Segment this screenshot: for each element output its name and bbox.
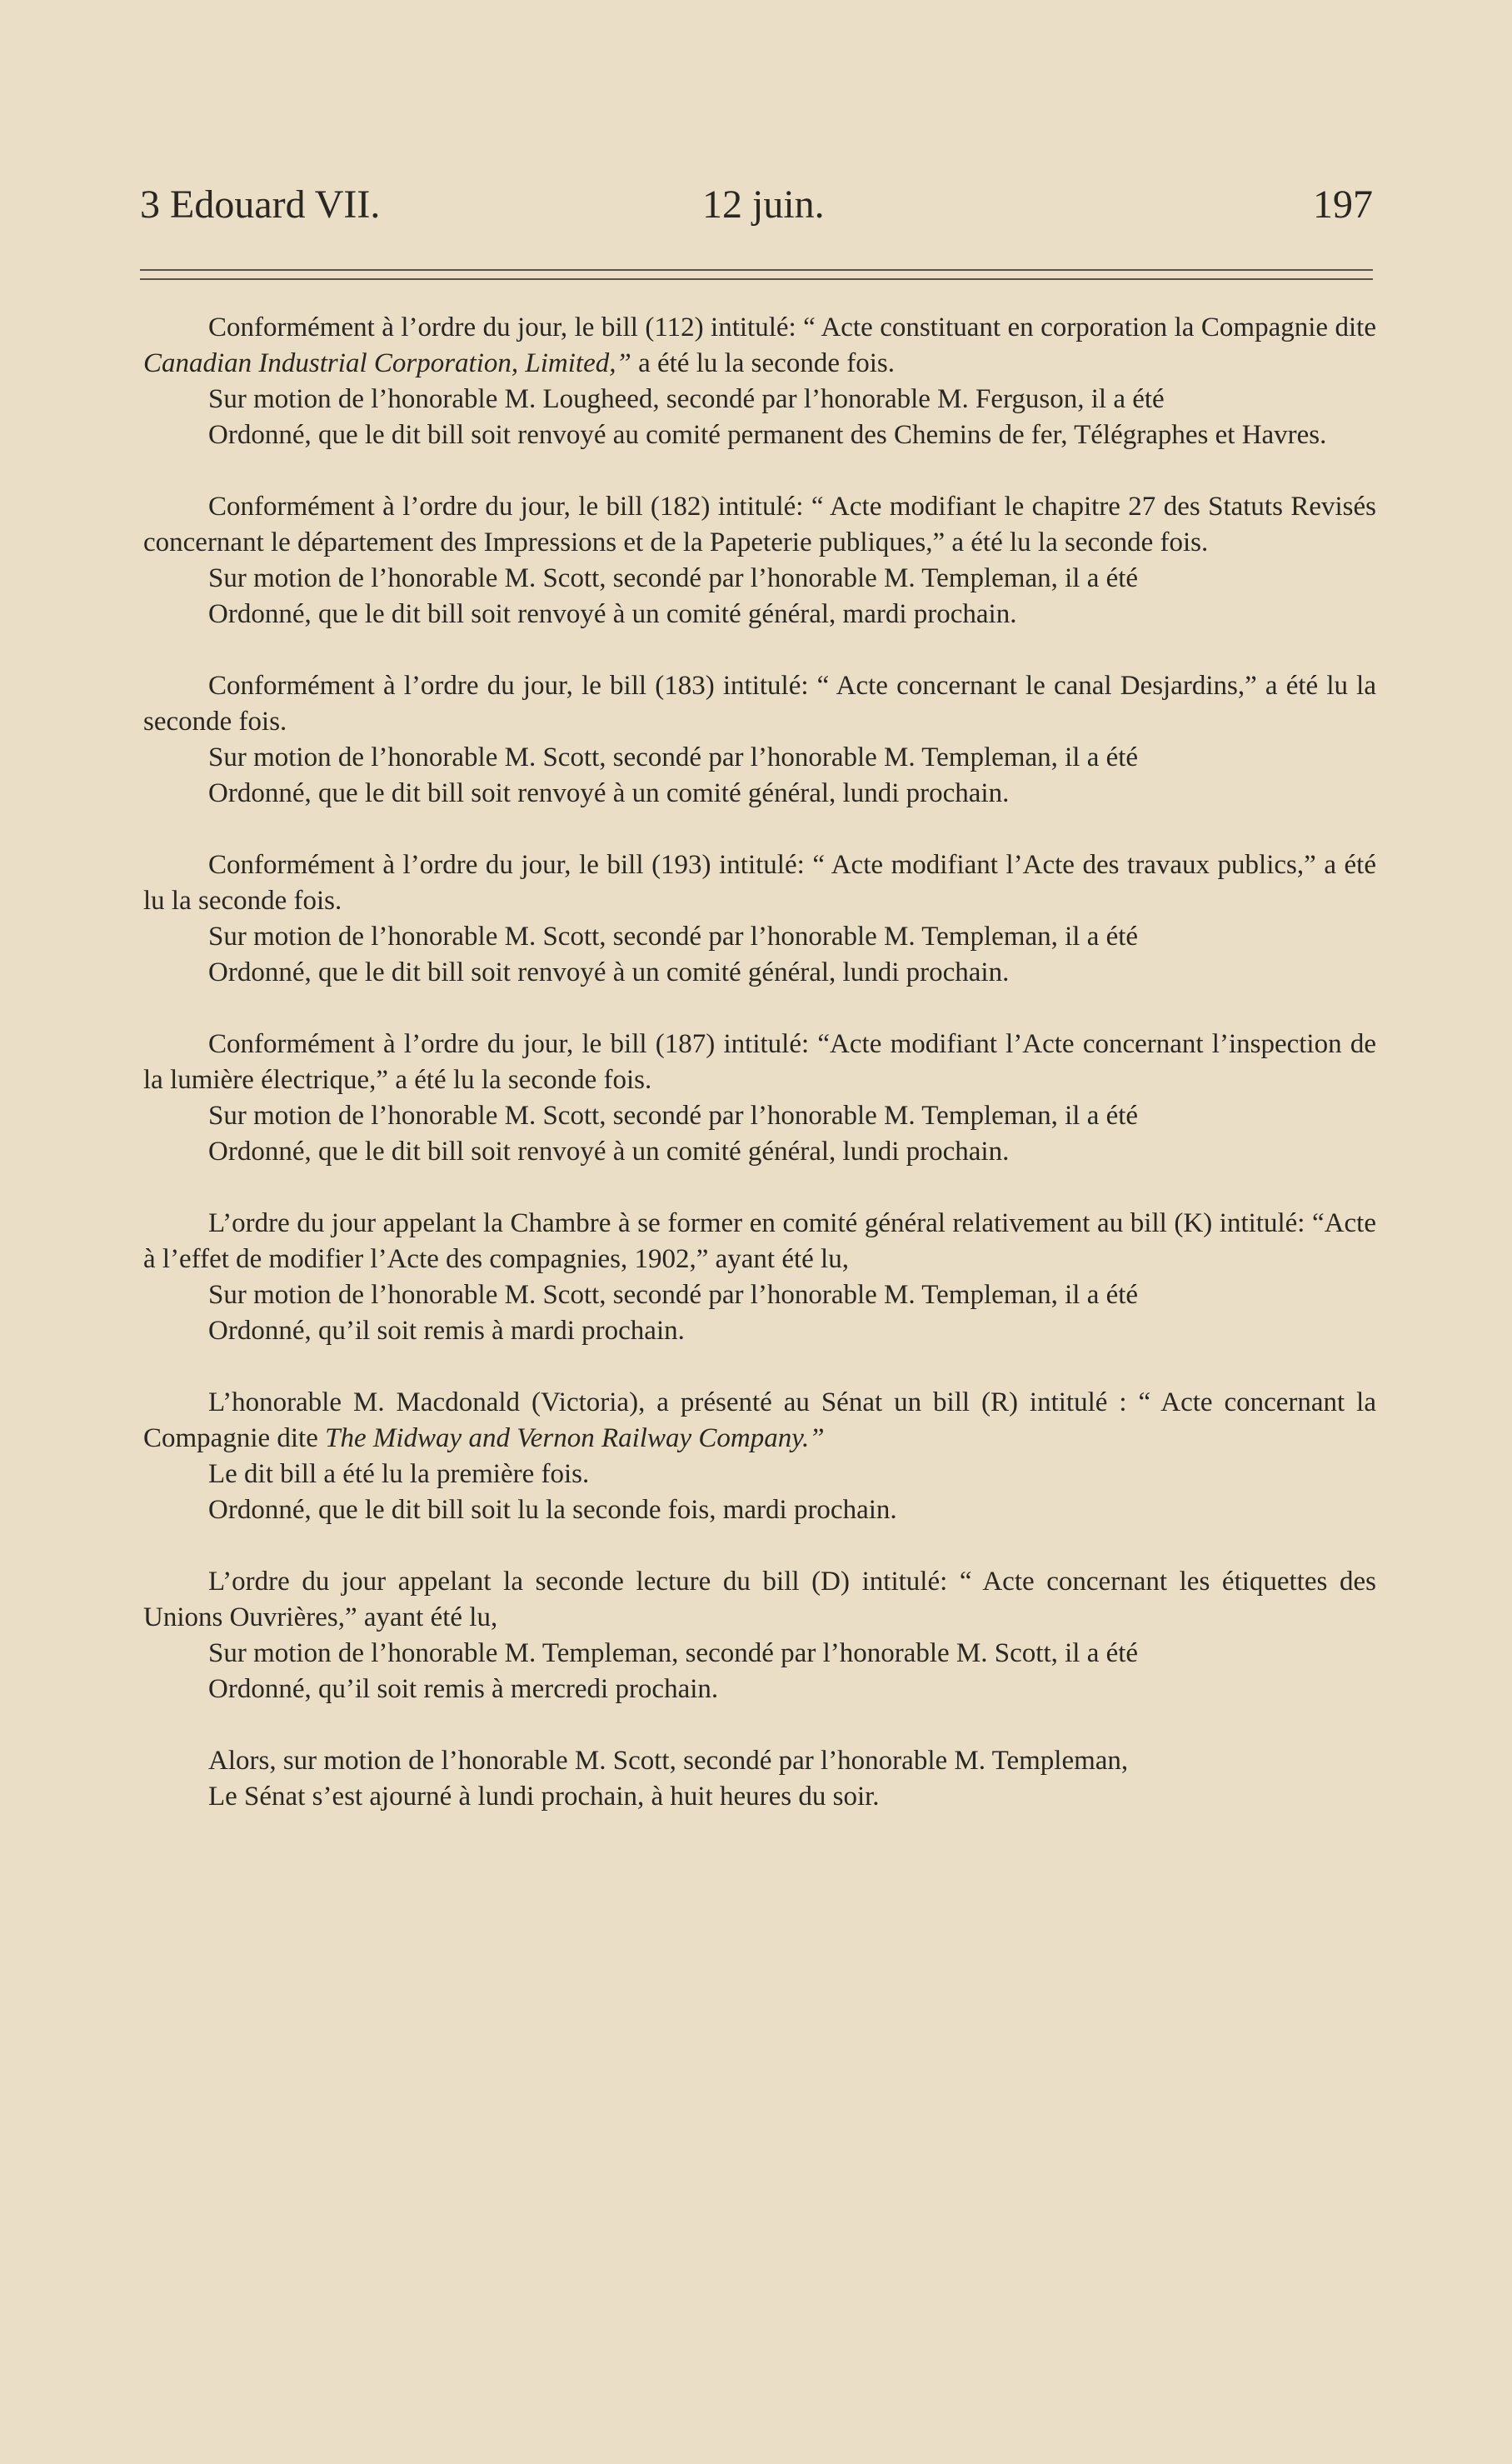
entry-paragraph: Conformément à l’ordre du jour, le bill (183) intitulé: “ Acte concernant le canal Desjardins,” a été lu la seconde fois. bbox=[143, 671, 1376, 737]
entry-bill-183 bbox=[143, 668, 1376, 812]
entry-bill-112 bbox=[143, 310, 1376, 453]
entry-bill-d bbox=[143, 1564, 1376, 1707]
entry-paragraph: Conformément à l’ordre du jour, le bill (187) intitulé: “Acte modifiant l’Acte concernant l’inspection de la lumière électrique,” a été lu la seconde fois. bbox=[143, 1029, 1376, 1095]
entry-paragraph: L’ordre du jour appelant la seconde lecture du bill (D) intitulé: “ Acte concernant les étiquettes des Unions Ouvrières,” ayant été lu, bbox=[143, 1567, 1376, 1632]
entry-italic-text: The Midway and Vernon Railway Company.” bbox=[325, 1423, 825, 1453]
entry-order: Ordonné, que le dit bill soit renvoyé à un comité général, lundi prochain. bbox=[208, 957, 1010, 987]
page-number: 197 bbox=[1313, 182, 1373, 227]
entry-paragraph bbox=[143, 1385, 1376, 1457]
entry-motion: Sur motion de l’honorable M. Scott, secondé par l’honorable M. Templeman, il a été bbox=[208, 1280, 1139, 1310]
entry-paragraph: L’ordre du jour appelant la Chambre à se former en comité général relativement au bill (K) intitulé: “Acte à l’effet de modifier l’Acte des compagnies, 1902,” ayant été lu, bbox=[143, 1208, 1376, 1274]
entry-bill-182 bbox=[143, 489, 1376, 632]
entry-order: Ordonné, que le dit bill soit renvoyé à un comité général, mardi prochain. bbox=[208, 599, 1017, 629]
entry-motion: Sur motion de l’honorable M. Scott, secondé par l’honorable M. Templeman, il a été bbox=[208, 742, 1139, 772]
entry-italic-text: Canadian Industrial Corporation, Limited,” bbox=[143, 348, 631, 378]
entry-motion: Sur motion de l’honorable M. Templeman, secondé par l’honorable M. Scott, il a été bbox=[208, 1638, 1139, 1668]
header-rule-top bbox=[140, 269, 1373, 271]
entry-order: Ordonné, qu’il soit remis à mardi prochain. bbox=[208, 1316, 685, 1346]
entry-motion: Sur motion de l’honorable M. Scott, secondé par l’honorable M. Templeman, il a été bbox=[208, 563, 1139, 593]
entry-text: Conformément à l’ordre du jour, le bill (112) intitulé: “ Acte constituant en corporation la Compagnie dite bbox=[208, 312, 1376, 342]
header-date: 12 juin. bbox=[702, 182, 825, 227]
entry-order: Ordonné, que le dit bill soit renvoyé à un comité général, lundi prochain. bbox=[208, 778, 1010, 808]
entry-adjournment bbox=[143, 1743, 1376, 1815]
entry-bill-k bbox=[143, 1206, 1376, 1349]
entry-motion: Sur motion de l’honorable M. Lougheed, secondé par l’honorable M. Ferguson, il a été bbox=[208, 384, 1165, 414]
entry-paragraph: Conformément à l’ordre du jour, le bill (193) intitulé: “ Acte modifiant l’Acte des travaux publics,” a été lu la seconde fois. bbox=[143, 850, 1376, 916]
entry-order: Ordonné, que le dit bill soit renvoyé au comité permanent des Chemins de fer, Télégraphes et Havres. bbox=[208, 420, 1327, 450]
entry-adjourned: Le Sénat s’est ajourné à lundi prochain, à huit heures du soir. bbox=[208, 1782, 880, 1812]
entry-motion: Alors, sur motion de l’honorable M. Scott, secondé par l’honorable M. Templeman, bbox=[208, 1746, 1129, 1776]
entry-bill-193 bbox=[143, 847, 1376, 991]
entry-bill-187 bbox=[143, 1027, 1376, 1170]
header-session: 3 Edouard VII. bbox=[140, 182, 381, 227]
entry-paragraph: Conformément à l’ordre du jour, le bill (182) intitulé: “ Acte modifiant le chapitre 27 des Statuts Revisés concernant le département des Impressions et de la Papeterie publiques,” a été lu la seconde fois. bbox=[143, 492, 1376, 557]
entry-order: Ordonné, que le dit bill soit lu la seconde fois, mardi prochain. bbox=[208, 1495, 897, 1525]
entry-bill-r bbox=[143, 1385, 1376, 1528]
entry-order: Ordonné, qu’il soit remis à mercredi prochain. bbox=[208, 1674, 719, 1704]
page-header bbox=[140, 182, 1373, 232]
entry-motion: Sur motion de l’honorable M. Scott, secondé par l’honorable M. Templeman, il a été bbox=[208, 1101, 1139, 1131]
entry-paragraph bbox=[143, 310, 1376, 382]
journal-content bbox=[143, 310, 1376, 1851]
entry-text: L’honorable M. Macdonald (Victoria), a présenté au Sénat un bill (R) intitulé : “ Acte concernant la Compagnie dite bbox=[143, 1387, 1376, 1453]
header-rule-bottom bbox=[140, 278, 1373, 280]
entry-reading: Le dit bill a été lu la première fois. bbox=[208, 1459, 590, 1489]
entry-order: Ordonné, que le dit bill soit renvoyé à un comité général, lundi prochain. bbox=[208, 1137, 1010, 1167]
entry-text: a été lu la seconde fois. bbox=[631, 348, 895, 378]
entry-motion: Sur motion de l’honorable M. Scott, secondé par l’honorable M. Templeman, il a été bbox=[208, 922, 1139, 952]
